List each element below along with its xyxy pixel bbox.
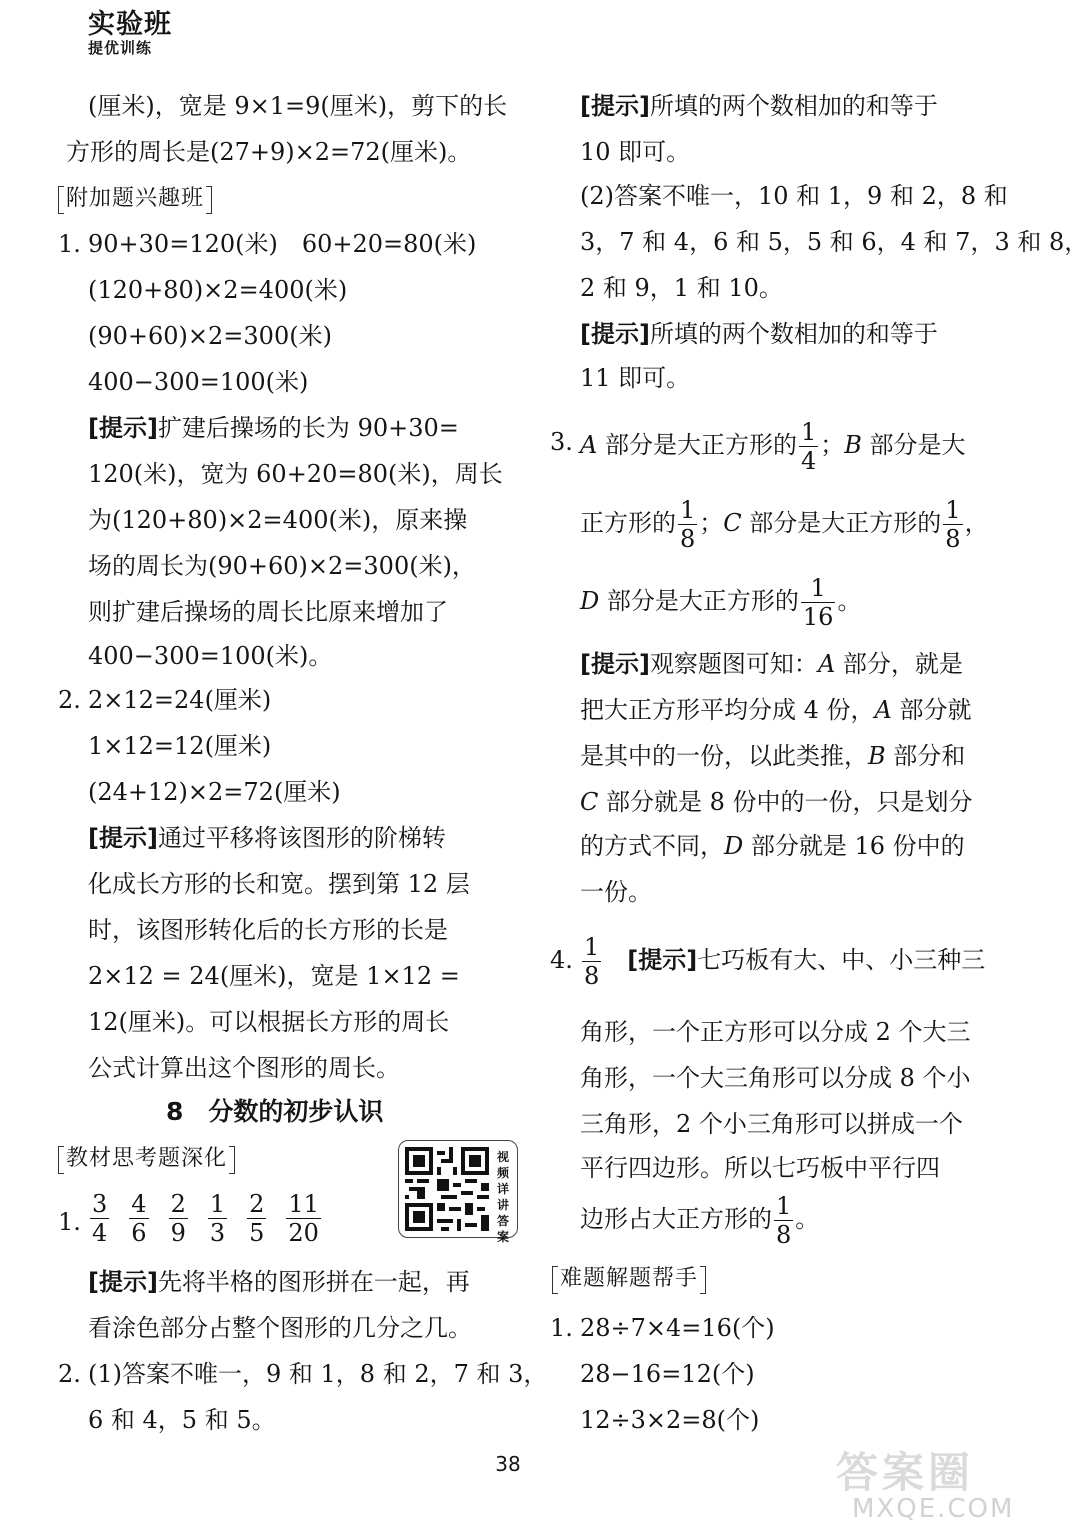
- hint-label: [提示]: [580, 92, 650, 120]
- hint-label: [提示]: [88, 824, 158, 852]
- qr-code-panel[interactable]: [398, 1140, 518, 1244]
- label-c: C: [723, 509, 742, 537]
- hint-text: 10 即可。: [580, 138, 691, 166]
- chapter-heading: [166, 1096, 383, 1128]
- question-number: 2.: [58, 686, 81, 714]
- fraction-answer: [129, 1190, 148, 1247]
- denominator: 8: [680, 525, 696, 553]
- fraction-answer: [286, 1190, 321, 1247]
- hint-label: [提示]: [88, 414, 158, 442]
- hint-text: 的方式不同，: [580, 832, 724, 860]
- fraction-answer: [208, 1190, 227, 1247]
- label-b: B: [868, 742, 886, 770]
- denominator: 4: [92, 1219, 108, 1247]
- numerator: 4: [131, 1190, 147, 1218]
- fraction-answer: [169, 1190, 188, 1247]
- question-number: 3.: [550, 428, 573, 456]
- hint-text: 所填的两个数相加的和等于: [649, 92, 938, 120]
- watermark-url: MXQE.COM: [852, 1494, 1015, 1524]
- hint-line: [580, 90, 938, 122]
- hint-text: 120(米)，宽为 60+20=80(米)，周长: [88, 460, 503, 488]
- hint-text: 部分就: [891, 696, 972, 724]
- label-c: C: [580, 788, 599, 816]
- hint-line: [88, 1266, 470, 1298]
- hint-text: 为(120+80)×2=400(米)，原来操: [88, 506, 468, 534]
- label-a: A: [580, 431, 598, 459]
- hint-text: 400−300=100(米)。: [88, 642, 333, 670]
- text: ；: [820, 431, 845, 459]
- equation: (90+60)×2=300(米): [88, 322, 332, 350]
- hint-line: [580, 830, 965, 862]
- section-heading-extra: 附加题兴趣班: [66, 184, 204, 214]
- hint-line: [580, 1192, 819, 1249]
- equation: (120+80)×2=400(米): [88, 276, 348, 304]
- fraction: [799, 418, 818, 475]
- denominator: 5: [249, 1219, 265, 1247]
- fraction-answer: [90, 1190, 109, 1247]
- numerator: 1: [776, 1192, 792, 1220]
- answer-line: (1)答案不唯一，9 和 1，8 和 2，7 和 3，: [88, 1360, 548, 1388]
- hint-line: [580, 740, 965, 772]
- text: 部分是大正方形的: [597, 431, 797, 459]
- question-number: 1.: [58, 230, 81, 258]
- brand-subtitle: 提优训练: [88, 39, 153, 57]
- label-a: A: [874, 696, 892, 724]
- hint-line: [580, 930, 985, 990]
- hint-text: 11 即可。: [580, 364, 691, 392]
- label-b: B: [844, 431, 862, 459]
- hint-text: 扩建后操场的长为 90+30=: [157, 414, 459, 442]
- numerator: 1: [801, 574, 836, 603]
- hint-text: 部分就是 8 份中的一份，只是划分: [598, 788, 973, 816]
- text-line: (厘米)，宽是 9×1=9(厘米)，剪下的长: [88, 92, 508, 120]
- qr-label: 视频详讲答案: [496, 1150, 509, 1244]
- hint-text: 部分，就是: [835, 650, 963, 678]
- equation: 28−16=12(个): [580, 1360, 755, 1388]
- numerator: 3: [92, 1190, 108, 1218]
- text: 部分是大: [861, 431, 966, 459]
- answer-line: (2)答案不唯一，10 和 1，9 和 2，8 和: [580, 182, 1008, 210]
- hint-text: 通过平移将该图形的阶梯转: [157, 824, 446, 852]
- hint-text: 平行四边形。所以七巧板中平行四: [580, 1154, 940, 1182]
- fraction: [943, 496, 962, 553]
- numerator: 2: [249, 1190, 265, 1218]
- question-number: 1.: [550, 1314, 573, 1342]
- answer-line: 3，7 和 4，6 和 5，5 和 6，4 和 7，3 和 8，: [580, 228, 1088, 256]
- text: 。: [837, 587, 862, 615]
- hint-text: 三角形，2 个小三角形可以拼成一个: [580, 1110, 963, 1138]
- label-d: D: [580, 587, 600, 615]
- label-a: A: [817, 650, 836, 678]
- numerator: 2: [170, 1190, 186, 1218]
- text-line: 方形的周长是(27+9)×2=72(厘米)。: [66, 138, 472, 166]
- hint-text: 角形，一个正方形可以分成 2 个大三: [580, 1018, 971, 1046]
- watermark-text: 答案圈: [836, 1448, 975, 1497]
- hint-text: 部分就是 16 份中的: [743, 832, 965, 860]
- text: ，: [964, 509, 989, 537]
- equation: 12÷3×2=8(个): [580, 1406, 760, 1434]
- hint-text: 公式计算出这个图形的周长。: [88, 1054, 400, 1082]
- brand-logo: [88, 10, 172, 56]
- numerator: 1: [584, 933, 600, 961]
- question-number: 4.: [550, 946, 573, 974]
- hint-text: 边形占大正方形的: [580, 1205, 772, 1233]
- equation: 90+30=120(米) 60+20=80(米): [88, 230, 477, 258]
- fraction: [774, 1192, 793, 1249]
- hint-text: 。: [795, 1205, 820, 1233]
- hint-line: [580, 786, 973, 818]
- answer-line: [580, 418, 966, 475]
- hint-line: [580, 648, 963, 680]
- equation: 2×12=24(厘米): [88, 686, 272, 714]
- fraction-answers: [88, 1190, 339, 1247]
- answer-line: [580, 496, 989, 553]
- hint-label: [提示]: [88, 1268, 158, 1296]
- hint-line: [88, 412, 459, 444]
- denominator: 8: [584, 962, 600, 990]
- denominator: 8: [945, 525, 961, 553]
- numerator: 1: [945, 496, 961, 524]
- numerator: 1: [209, 1190, 226, 1218]
- hint-label: [提示]: [627, 946, 698, 974]
- answer-line: 6 和 4，5 和 5。: [88, 1406, 276, 1434]
- answer-line: 2 和 9，1 和 10。: [580, 274, 783, 302]
- denominator: 3: [209, 1219, 226, 1247]
- text: 正方形的: [580, 509, 676, 537]
- answer-line: [580, 574, 861, 631]
- hint-text: 时，该图形转化后的长方形的长是: [88, 916, 448, 944]
- hint-text: 观察题图可知：: [649, 650, 818, 678]
- brand-title: 实验班: [88, 9, 172, 40]
- hint-label: [提示]: [580, 650, 650, 678]
- question-number: 1.: [58, 1208, 81, 1236]
- hint-text: 部分和: [885, 742, 966, 770]
- numerator: 1: [680, 496, 696, 524]
- hint-text: 场的周长为(90+60)×2=300(米)，: [88, 552, 476, 580]
- hint-text: 化成长方形的长和宽。摆到第 12 层: [88, 870, 470, 898]
- hint-text: 先将半格的图形拼在一起，再: [157, 1268, 470, 1296]
- hint-text: 一份。: [580, 878, 652, 906]
- question-number: 2.: [58, 1360, 81, 1388]
- fraction-answer: [247, 1190, 266, 1247]
- numerator: 1: [800, 418, 817, 446]
- denominator: 16: [802, 603, 834, 631]
- denominator: 9: [170, 1219, 186, 1247]
- text: 部分是大正方形的: [599, 587, 799, 615]
- section-heading-textbook: 教材思考题深化: [66, 1144, 227, 1174]
- label-d: D: [724, 832, 744, 860]
- hint-text: 所填的两个数相加的和等于: [649, 320, 938, 348]
- chapter-title: 分数的初步认识: [208, 1097, 384, 1126]
- hint-label: [提示]: [580, 320, 650, 348]
- equation: 28÷7×4=16(个): [580, 1314, 775, 1342]
- section-heading-hard: 难题解题帮手: [560, 1264, 698, 1294]
- page-number: 38: [495, 1452, 521, 1476]
- hint-text: 12(厘米)。可以根据长方形的周长: [88, 1008, 450, 1036]
- denominator: 4: [800, 447, 817, 475]
- denominator: 20: [288, 1219, 319, 1247]
- fraction: [582, 933, 601, 990]
- hint-text: 2×12 = 24(厘米)，宽是 1×12 =: [88, 962, 460, 990]
- qr-code-icon: [405, 1147, 489, 1231]
- equation: (24+12)×2=72(厘米): [88, 778, 341, 806]
- numerator: 11: [288, 1190, 319, 1218]
- hint-text: 七巧板有大、中、小三种三: [697, 946, 986, 974]
- chapter-number: 8: [166, 1097, 184, 1126]
- text: ；: [699, 509, 724, 537]
- hint-text: 是其中的一份，以此类推，: [580, 742, 868, 770]
- equation: 400−300=100(米): [88, 368, 309, 396]
- watermark: [836, 1440, 1015, 1532]
- hint-text: 角形，一个大三角形可以分成 8 个小: [580, 1064, 971, 1092]
- hint-line: [580, 318, 938, 350]
- denominator: 8: [776, 1221, 792, 1249]
- hint-text: 看涂色部分占整个图形的几分之几。: [88, 1314, 472, 1342]
- hint-line: [88, 822, 446, 854]
- hint-text: 则扩建后操场的周长比原来增加了: [88, 598, 448, 626]
- denominator: 6: [131, 1219, 147, 1247]
- hint-line: [580, 694, 972, 726]
- fraction: [801, 574, 836, 631]
- equation: 1×12=12(厘米): [88, 732, 272, 760]
- fraction: [678, 496, 697, 553]
- text: 部分是大正方形的: [741, 509, 942, 537]
- hint-text: 把大正方形平均分成 4 份，: [580, 696, 875, 724]
